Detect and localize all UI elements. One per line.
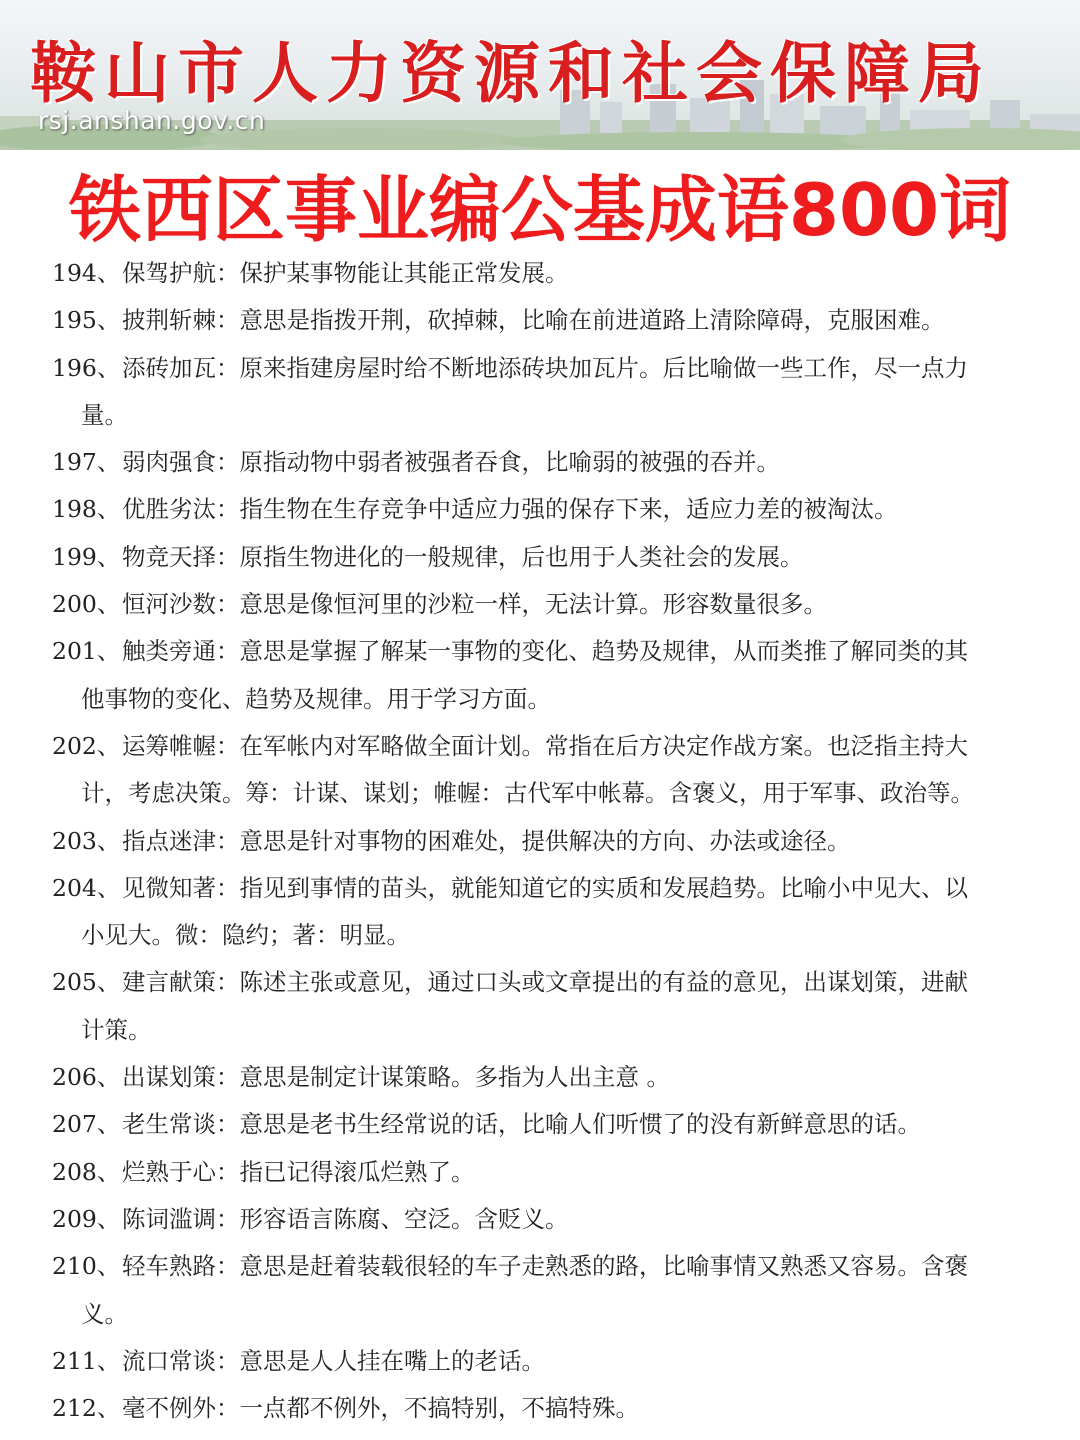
entry-definition-continued: 量。 (81, 400, 128, 429)
entry-number: 202、 (52, 731, 121, 760)
entry-idiom: 建言献策 (122, 968, 216, 997)
entry-definition-continued: 义。 (81, 1299, 128, 1328)
entry-separator: ： (216, 1346, 240, 1375)
entry-separator: ： (216, 353, 240, 382)
entry-first-line (52, 1149, 1022, 1196)
entry-number: 206、 (52, 1063, 121, 1092)
list-item (52, 534, 1022, 581)
entry-number: 201、 (52, 637, 121, 666)
entry-first-line (52, 250, 1022, 297)
entry-first-line (52, 959, 1022, 1006)
entry-definition: 意思是掌握了解某一事物的变化、趋势及规律，从而类推了解同类的其 (239, 637, 968, 666)
entry-first-line (52, 439, 1022, 486)
entry-first-line (52, 1385, 1022, 1432)
list-item (52, 486, 1022, 533)
entry-definition-continued: 小见大。微：隐约；著：明显。 (81, 921, 410, 950)
list-item (52, 297, 1022, 344)
entry-number: 203、 (52, 826, 121, 855)
entry-definition: 意思是指拨开荆，砍掉棘，比喻在前进道路上清除障碍，克服困难。 (239, 306, 945, 335)
list-item (52, 439, 1022, 486)
entry-separator: ： (216, 259, 240, 287)
entry-number: 205、 (52, 968, 121, 997)
list-item (52, 1054, 1022, 1101)
banner-url: rsj.anshan.gov.cn (38, 106, 266, 135)
banner-title: 鞍山市人力资源和社会保障局 (30, 35, 992, 112)
entry-number: 199、 (52, 542, 121, 571)
entry-number: 196、 (52, 353, 121, 382)
entry-idiom: 添砖加瓦 (122, 353, 216, 382)
entry-separator: ： (216, 968, 240, 997)
list-item (52, 1196, 1022, 1243)
entry-separator: ： (216, 1394, 240, 1423)
entry-definition: 保护某事物能让其能正常发展。 (239, 259, 569, 287)
list-item (52, 818, 1022, 865)
entry-definition-continued: 计策。 (81, 1015, 152, 1044)
entry-first-line (52, 1338, 1022, 1385)
entry-definition: 意思是针对事物的困难处，提供解决的方向、办法或途径。 (239, 826, 851, 855)
entry-idiom: 优胜劣汰 (122, 495, 216, 524)
entry-separator: ： (216, 1110, 240, 1139)
entry-number: 194、 (52, 259, 121, 287)
entry-number: 210、 (52, 1252, 121, 1281)
entry-separator: ： (216, 448, 240, 477)
list-item (52, 250, 1022, 297)
entry-number: 197、 (52, 448, 121, 477)
entry-first-line (52, 1054, 1022, 1101)
entry-separator: ： (216, 495, 240, 524)
entry-definition: 指见到事情的苗头，就能知道它的实质和发展趋势。比喻小中见大、以 (239, 873, 968, 902)
entry-definition: 指生物在生存竞争中适应力强的保存下来，适应力差的被淘汰。 (239, 495, 898, 524)
entry-separator: ： (216, 1204, 240, 1233)
entry-separator: ： (216, 637, 240, 666)
entry-number: 207、 (52, 1110, 121, 1139)
entry-first-line (52, 1101, 1022, 1148)
entry-idiom: 触类旁通 (122, 637, 216, 666)
list-item (52, 1385, 1022, 1432)
entry-idiom: 毫不例外 (122, 1394, 216, 1423)
entry-definition: 指已记得滚瓜烂熟了。 (239, 1157, 475, 1186)
entry-idiom: 流口常谈 (122, 1346, 216, 1375)
list-item (52, 959, 1022, 1054)
entry-idiom: 陈词滥调 (122, 1204, 216, 1233)
entry-number: 198、 (52, 495, 121, 524)
entry-definition: 原指动物中弱者被强者吞食，比喻弱的被强的吞并。 (239, 448, 780, 477)
entry-idiom: 出谋划策 (122, 1063, 216, 1092)
entry-number: 195、 (52, 306, 121, 335)
list-item (52, 1149, 1022, 1196)
entry-definition: 形容语言陈腐、空泛。含贬义。 (239, 1204, 569, 1233)
entry-first-line (52, 1243, 1022, 1290)
entry-idiom: 物竞天择 (122, 542, 216, 571)
entry-number: 208、 (52, 1157, 121, 1186)
entry-idiom: 披荆斩棘 (122, 306, 216, 335)
list-item (52, 1338, 1022, 1385)
entry-first-line (52, 297, 1022, 344)
entry-separator: ： (216, 542, 240, 571)
entry-number: 211、 (52, 1346, 121, 1375)
entry-separator: ： (216, 306, 240, 335)
entry-separator: ： (216, 1252, 240, 1281)
entry-separator: ： (216, 731, 240, 760)
entry-separator: ： (216, 873, 240, 902)
entry-first-line (52, 628, 1022, 675)
entry-definition: 意思是制定计谋策略。多指为人出主意 。 (239, 1063, 670, 1092)
list-item (52, 345, 1022, 440)
entry-number: 200、 (52, 590, 121, 619)
entry-first-line (52, 723, 1022, 770)
entry-separator: ： (216, 826, 240, 855)
header-banner (0, 0, 1080, 150)
entry-idiom: 烂熟于心 (122, 1157, 216, 1186)
entry-separator: ： (216, 1157, 240, 1186)
entry-definition: 在军帐内对军略做全面计划。常指在后方决定作战方案。也泛指主持大 (239, 731, 968, 760)
entry-first-line (52, 534, 1022, 581)
entry-idiom: 弱肉强食 (122, 448, 216, 477)
entry-definition-continued: 计，考虑决策。筹：计谋、谋划；帷幄：古代军中帐幕。含褒义，用于军事、政治等。 (81, 779, 974, 808)
entry-definition: 意思是像恒河里的沙粒一样，无法计算。形容数量很多。 (239, 590, 827, 619)
entry-first-line (52, 581, 1022, 628)
entry-idiom: 轻车熟路 (122, 1252, 216, 1281)
entry-definition: 意思是赶着装载很轻的车子走熟悉的路，比喻事情又熟悉又容易。含褒 (239, 1252, 968, 1281)
entry-idiom: 指点迷津 (122, 826, 216, 855)
list-item (52, 581, 1022, 628)
list-item (52, 1243, 1022, 1338)
list-item (52, 628, 1022, 723)
list-item (52, 1101, 1022, 1148)
entry-separator: ： (216, 1063, 240, 1092)
entry-idiom: 见微知著 (122, 873, 216, 902)
list-item (52, 865, 1022, 960)
entry-number: 209、 (52, 1204, 121, 1233)
entry-first-line (52, 486, 1022, 533)
entry-definition-continued: 他事物的变化、趋势及规律。用于学习方面。 (81, 684, 551, 713)
entry-first-line (52, 1196, 1022, 1243)
entry-first-line (52, 345, 1022, 392)
entry-definition: 意思是人人挂在嘴上的老话。 (239, 1346, 545, 1375)
entry-separator: ： (216, 590, 240, 619)
page-title: 铁西区事业编公基成语800词 (68, 168, 1012, 252)
entry-definition: 一点都不例外，不搞特别，不搞特殊。 (239, 1394, 639, 1423)
entry-definition: 意思是老书生经常说的话，比喻人们听惯了的没有新鲜意思的话。 (239, 1110, 921, 1139)
entry-definition: 原指生物进化的一般规律，后也用于人类社会的发展。 (239, 542, 804, 571)
list-item (52, 723, 1022, 818)
entry-number: 212、 (52, 1394, 121, 1423)
entry-idiom: 运筹帷幄 (122, 731, 216, 760)
entry-first-line (52, 818, 1022, 865)
idiom-list (52, 250, 1022, 1432)
entry-idiom: 老生常谈 (122, 1110, 216, 1139)
entry-first-line (52, 865, 1022, 912)
entry-definition: 原来指建房屋时给不断地添砖块加瓦片。后比喻做一些工作，尽一点力 (239, 353, 968, 382)
entry-definition: 陈述主张或意见，通过口头或文章提出的有益的意见，出谋划策，进献 (239, 968, 968, 997)
entry-number: 204、 (52, 873, 121, 902)
entry-idiom: 恒河沙数 (122, 590, 216, 619)
entry-idiom: 保驾护航 (122, 259, 216, 287)
